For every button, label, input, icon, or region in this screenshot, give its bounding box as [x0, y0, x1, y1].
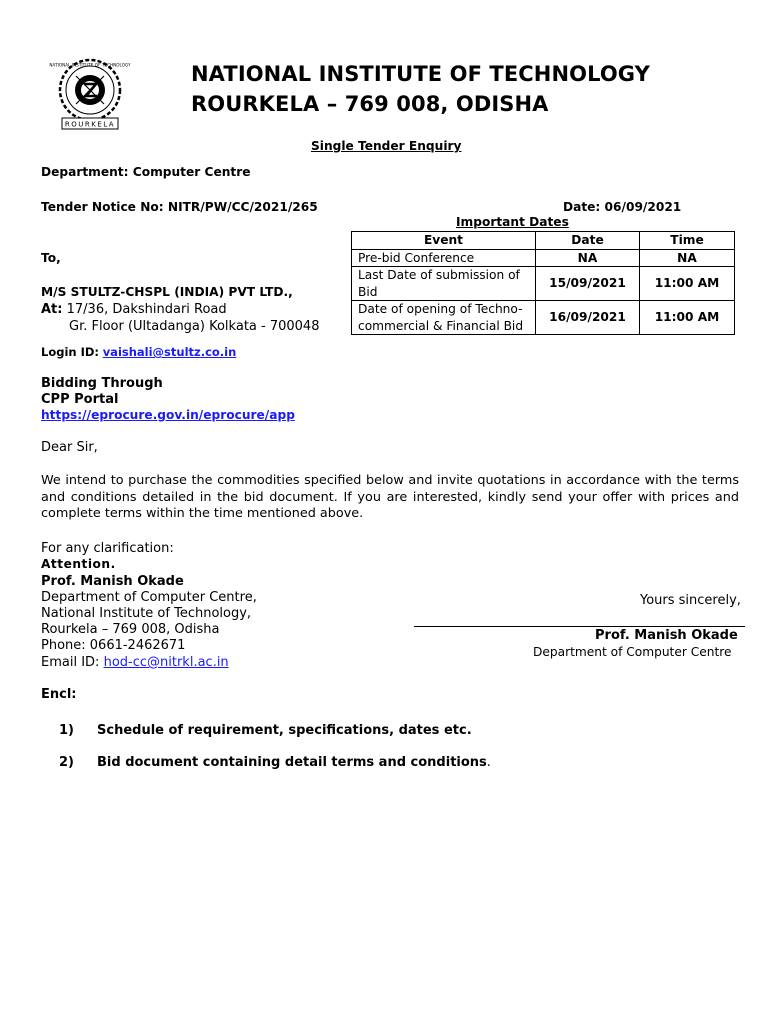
- important-dates-title: Important Dates: [456, 215, 569, 229]
- enclosure-item-line: [97, 755, 491, 770]
- eprocure-portal-link[interactable]: https://eprocure.gov.in/eprocure/app: [41, 408, 295, 422]
- signature-line: [414, 626, 745, 627]
- to-label: To,: [41, 251, 61, 265]
- tender-notice-number: Tender Notice No: NITR/PW/CC/2021/265: [41, 200, 318, 214]
- document-subject: Single Tender Enquiry: [311, 139, 462, 153]
- signatory-department: Department of Computer Centre: [533, 645, 732, 659]
- closing: Yours sincerely,: [640, 593, 741, 608]
- notice-date: Date: 06/09/2021: [563, 200, 682, 214]
- recipient-company: M/S STULTZ-CHSPL (INDIA) PVT LTD.,: [41, 285, 293, 299]
- enclosure-item-suffix: .: [486, 755, 491, 770]
- nit-logo: [40, 56, 144, 132]
- email-label: Email ID:: [41, 655, 100, 670]
- contact-email-line: [41, 655, 229, 670]
- department-label: Department: Computer Centre: [41, 165, 251, 179]
- contact-department: Department of Computer Centre,: [41, 590, 257, 605]
- time-cell: 11:00 AM: [640, 301, 735, 335]
- enclosure-number: 1): [59, 723, 74, 738]
- enclosure-number: 2): [59, 755, 74, 770]
- bidding-through: Bidding Through: [41, 376, 163, 391]
- login-email-link[interactable]: vaishali@stultz.co.in: [102, 345, 237, 359]
- time-cell: NA: [640, 249, 735, 267]
- recipient-address-line1: [41, 302, 227, 317]
- enclosure-item: Bid document containing detail terms and conditions: [97, 755, 487, 770]
- table-row: [352, 301, 735, 335]
- header-date: Date: [536, 232, 640, 250]
- event-cell: Pre-bid Conference: [352, 249, 536, 267]
- contact-email-link[interactable]: hod-cc@nitrkl.ac.in: [103, 655, 229, 670]
- time-cell: 11:00 AM: [640, 267, 735, 301]
- signatory-name: Prof. Manish Okade: [595, 628, 738, 643]
- recipient-address-line2: Gr. Floor (Ultadanga) Kolkata - 700048: [69, 319, 320, 334]
- institute-title-line2: ROURKELA – 769 008, ODISHA: [191, 92, 549, 116]
- attention-label: Attention.: [41, 557, 116, 571]
- date-cell: 15/09/2021: [536, 267, 640, 301]
- table-header-row: [352, 232, 735, 250]
- clarification-label: For any clarification:: [41, 541, 174, 556]
- at-label: At:: [41, 302, 63, 317]
- event-cell: Last Date of submission of Bid: [352, 267, 536, 301]
- contact-address: Rourkela – 769 008, Odisha: [41, 622, 220, 637]
- salutation: Dear Sir,: [41, 440, 98, 455]
- address-street: 17/36, Dakshindari Road: [66, 302, 227, 317]
- cpp-portal: CPP Portal: [41, 392, 119, 407]
- header-time: Time: [640, 232, 735, 250]
- institute-title-line1: NATIONAL INSTITUTE OF TECHNOLOGY: [191, 62, 650, 86]
- login-id-label: Login ID:: [41, 345, 100, 359]
- contact-phone: Phone: 0661-2462671: [41, 638, 186, 653]
- contact-institute: National Institute of Technology,: [41, 606, 252, 621]
- event-cell: Date of opening of Techno-commercial & Financial Bid: [352, 301, 536, 335]
- contact-name: Prof. Manish Okade: [41, 574, 184, 589]
- table-row: [352, 249, 735, 267]
- header-event: Event: [352, 232, 536, 250]
- date-cell: 16/09/2021: [536, 301, 640, 335]
- body-paragraph: We intend to purchase the commodities specified below and invite quotations in accordance with the terms and conditions detailed in the bid document. If you are interested, kindly send your offer with prices and complete terms within the time mentioned above.: [41, 473, 739, 521]
- login-id-line: [41, 345, 236, 359]
- important-dates-table: [351, 231, 735, 335]
- logo-text-bottom: ROURKELA: [64, 120, 116, 129]
- date-cell: NA: [536, 249, 640, 267]
- enclosures-label: Encl:: [41, 687, 77, 702]
- enclosure-item: Schedule of requirement, specifications, dates etc.: [97, 723, 472, 738]
- logo-text-top: NATIONAL INSTITUTE OF TECHNOLOGY: [49, 62, 131, 68]
- table-row: [352, 267, 735, 301]
